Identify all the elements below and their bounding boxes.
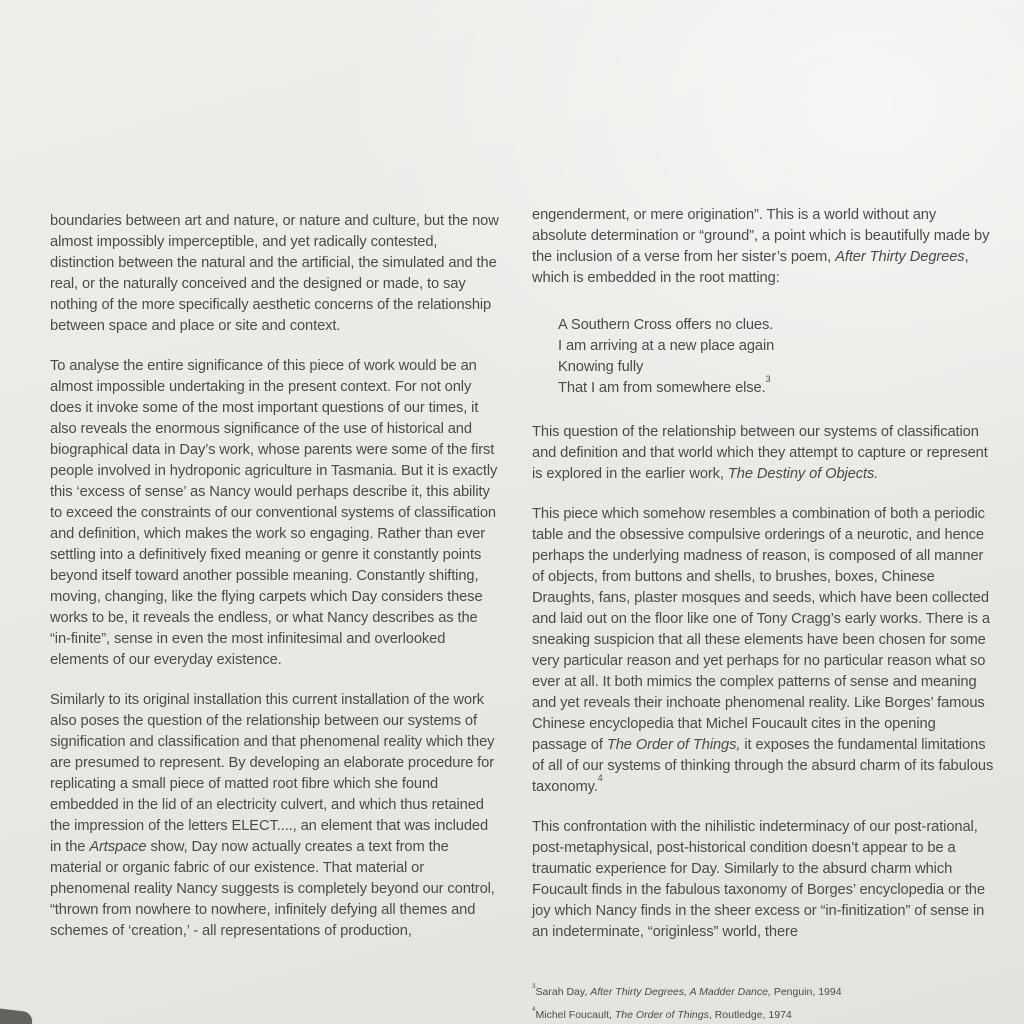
scan-edge-artifact — [0, 1008, 33, 1024]
verse-line — [558, 357, 994, 378]
verse-line — [558, 315, 994, 336]
italic-title: After Thirty Degrees, A Madder Dance, — [590, 986, 771, 998]
paragraph — [532, 504, 994, 798]
footnote — [532, 981, 1002, 1004]
superscript-marker: 4 — [532, 1005, 536, 1013]
footnote — [532, 1004, 1002, 1024]
text-run: , which is embedded in the root matting: — [532, 249, 969, 286]
paragraph — [532, 817, 994, 943]
italic-title: Artspace — [89, 839, 147, 855]
verse-line — [558, 336, 994, 357]
right-text-column — [532, 205, 994, 943]
text-run: Penguin, 1994 — [770, 986, 842, 998]
italic-title: The Order of Things — [614, 1009, 709, 1021]
verse-line — [558, 374, 994, 399]
text-run: it exposes the fundamental limitations of all of our systems of thinking through the absurd charm of its fabulous taxonomy. — [532, 737, 994, 795]
italic-title: The Order of Things, — [606, 737, 741, 753]
text-run: Similarly to its original installation this current installation of the work also poses the question of the relationship between our systems of signification and classification and that phenomenal reality which they are presumed to represent. By developing an elaborate procedure for replicating a small piece of matted root fibre which she found embedded in the lid of an electricity culvert, and which thus retained the impression of the letters ELECT...., an element that was included in the — [50, 692, 495, 855]
paragraph — [532, 205, 994, 289]
text-run: show, Day now actually creates a text from the material or organic fabric of our existence. That material or phenomenal reality Nancy suggests is completely beyond our control, “thrown from nowhere to nowhere, infinitely defying all themes and schemes of ‘creation,’ - all representations of production, — [50, 839, 495, 939]
text-run: This question of the relationship between our systems of classification and definition and that world which they attempt to capture or represent is explored in the earlier work, — [532, 424, 988, 482]
text-run: A Southern Cross offers no clues. — [558, 317, 774, 333]
text-run: To analyse the entire significance of this piece of work would be an almost impossible undertaking in the present context. For not only does it invoke some of the most important questions of our times, it also reveals the enormous significance of the use of historical and biographical data in Day’s work, whose parents were some of the first people involved in hydroponic agriculture in Tasmania. But it is exactly this ‘excess of sense’ as Nancy would perhaps describe it, this ability to exceed the constraints of our conventional systems of classification and definition, which makes the work so engaging. Rather than ever settling into a definitively fixed meaning or genre it constantly points beyond itself toward another possible meaning. Constantly shifting, moving, changing, like the flying carpets which Day considers these works to be, it reveals the endless, or what Nancy describes as the “in-finite”, sense in even the most infinitesimal and overlooked elements of our everyday existence. — [50, 358, 498, 668]
text-run: Michel Foucault, — [535, 1009, 615, 1021]
footnotes — [532, 981, 1002, 1024]
italic-title: The Destiny of Objects. — [727, 466, 879, 482]
text-run: , Routledge, 1974 — [708, 1009, 792, 1021]
superscript-marker: 3 — [765, 374, 771, 385]
text-run: That I am from somewhere else. — [558, 380, 766, 396]
text-run: engenderment, or mere origination”. This is a world without any absolute determination or “ground”, a point which is beautifully made by the inclusion of a verse from her sister’s poem, — [532, 207, 990, 265]
paragraph — [532, 422, 994, 485]
text-run: This confrontation with the nihilistic indeterminacy of our post-rational, post-metaphysical, post-historical condition doesn’t appear to be a traumatic experience for Day. Similarly to the absurd charm which Foucault finds in the fabulous taxonomy of Borges’ encyclopedia or the joy which Nancy finds in the sheer excess or “in-finitization” of sense in an indeterminate, “originless” world, there — [532, 819, 985, 940]
paragraph — [50, 356, 502, 671]
text-run: Knowing fully — [558, 359, 644, 375]
superscript-marker: 3 — [532, 982, 536, 990]
poem-verse — [532, 315, 994, 399]
text-run: I am arriving at a new place again — [558, 338, 775, 354]
left-text-column — [50, 211, 502, 942]
text-run: boundaries between art and nature, or nature and culture, but the now almost impossibly imperceptible, and yet radically contested, distinction between the natural and the artificial, the simulated and the real, or the naturally conceived and the designed or made, to say nothing of the more specifically aesthetic concerns of the relationship between space and place or site and context. — [50, 213, 499, 334]
text-run: This piece which somehow resembles a combination of both a periodic table and the obsessive compulsive orderings of a neurotic, and hence perhaps the underlying madness of reason, is composed of all manner of objects, from buttons and shells, to brushes, boxes, Chinese Draughts, fans, plaster mosques and seeds, which have been collected and laid out on the floor like one of Tony Cragg’s early works. There is a sneaking suspicion that all these elements have been chosen for some very particular reason and yet perhaps for no particular reason what so ever at all. It both mimics the complex patterns of sense and meaning and yet reveals their inchoate phenomenal reality. Like Borges’ famous Chinese encyclopedia that Michel Foucault cites in the opening passage of — [532, 506, 990, 753]
paragraph — [50, 690, 502, 942]
text-run: Sarah Day, — [535, 986, 591, 998]
superscript-marker: 4 — [597, 773, 603, 784]
italic-title: After Thirty Degrees — [835, 249, 965, 265]
paragraph — [50, 211, 502, 337]
